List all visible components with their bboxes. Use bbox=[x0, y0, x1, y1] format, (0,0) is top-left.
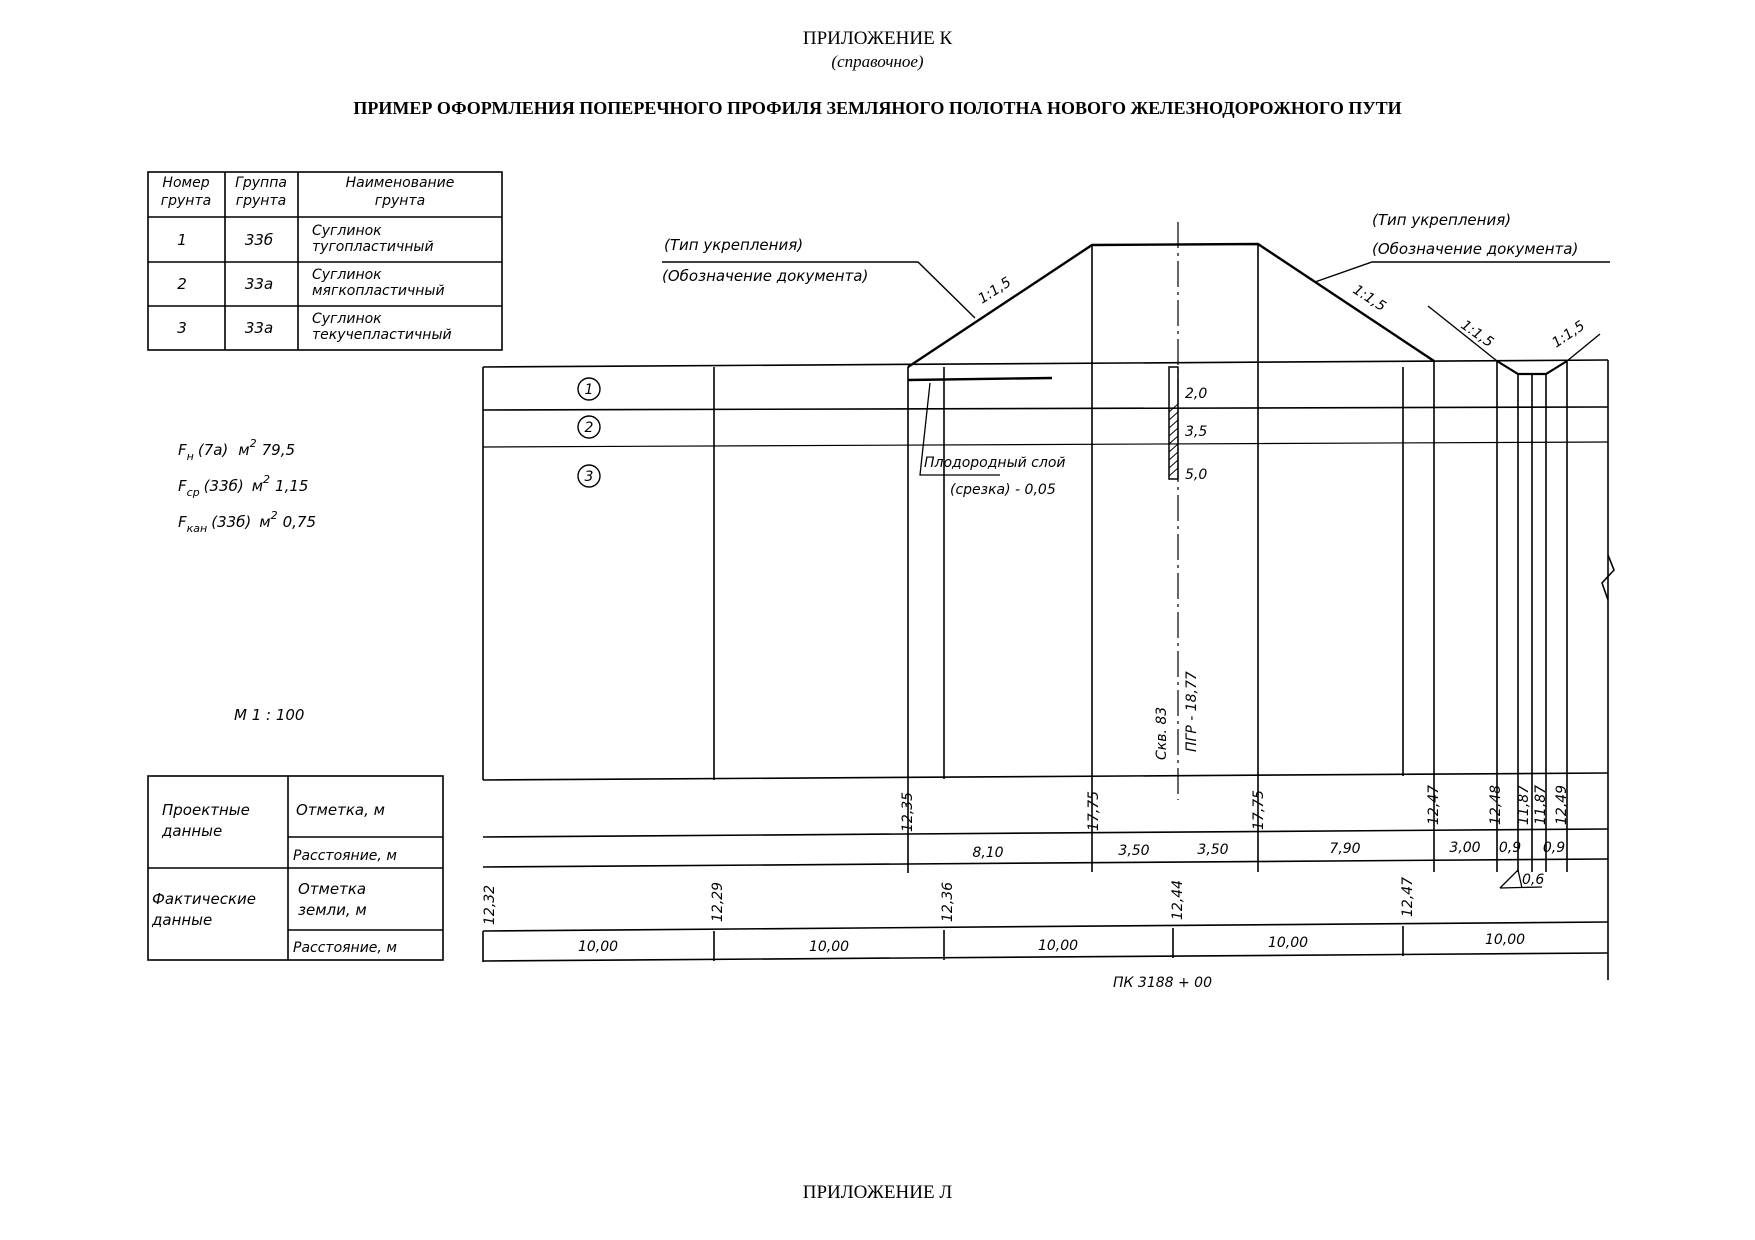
profile-bottom-line bbox=[483, 773, 1608, 780]
design-distance: 3,50 bbox=[1118, 843, 1150, 859]
ground-distance: 10,00 bbox=[808, 939, 850, 955]
ground-distance: 10,00 bbox=[1267, 935, 1309, 951]
depth-3: 5,0 bbox=[1185, 467, 1208, 483]
design-elevation-label: Отметка, м bbox=[296, 801, 385, 819]
actual-data-label-1: Фактические bbox=[152, 890, 257, 908]
appendix-heading: ПРИЛОЖЕНИЕ К bbox=[802, 28, 953, 49]
depth-2: 3,5 bbox=[1185, 424, 1208, 440]
soil-row-2-name-2: мягкопластичный bbox=[312, 283, 445, 299]
design-elevation: 17,75 bbox=[1086, 790, 1102, 831]
soil-row-1-group: 33б bbox=[244, 231, 274, 249]
next-appendix-heading: ПРИЛОЖЕНИЕ Л bbox=[802, 1182, 953, 1203]
ditch-width: 0,6 bbox=[1522, 872, 1545, 888]
row-line bbox=[483, 922, 1608, 931]
design-elevation: 12,49 bbox=[1554, 784, 1570, 825]
slope-left: 1:1,5 bbox=[975, 274, 1015, 308]
soil-header-name-1: Наименование bbox=[345, 175, 455, 191]
actual-elevation-label-2: земли, м bbox=[298, 901, 367, 919]
soil-row-2-num: 2 bbox=[177, 275, 187, 293]
actual-data-label-2: данные bbox=[152, 911, 213, 929]
soil-header-group-1: Группа bbox=[235, 175, 287, 191]
fertile-layer-base bbox=[908, 378, 1052, 380]
ground-distance: 10,00 bbox=[577, 939, 619, 955]
layer-boundary-1 bbox=[483, 407, 1608, 410]
ground-elevation: 12,29 bbox=[710, 881, 726, 922]
area-ditch: $F_{кан}$ (33б) $м^2$ 0,75 bbox=[178, 509, 316, 535]
design-elevation: 12,47 bbox=[1426, 784, 1442, 825]
actual-distance-label: Расстояние, м bbox=[293, 940, 397, 956]
layer-3-number: 3 bbox=[584, 469, 594, 485]
design-elevation: 11,87 bbox=[1516, 784, 1532, 825]
slope-ditch-right: 1:1,5 bbox=[1549, 317, 1588, 352]
row-line bbox=[483, 829, 1608, 837]
design-elevation: 12,35 bbox=[900, 791, 916, 832]
design-distance-label: Расстояние, м bbox=[293, 848, 397, 864]
ground-elevation: 12,47 bbox=[1400, 876, 1416, 917]
ground-distance: 10,00 bbox=[1037, 938, 1079, 954]
design-distance: 7,90 bbox=[1329, 841, 1361, 857]
fertile-layer-label: Плодородный слой bbox=[924, 455, 1066, 471]
design-distance: 8,10 bbox=[972, 845, 1004, 861]
design-elevation: 12,48 bbox=[1488, 784, 1504, 825]
soil-row-2-name-1: Суглинок bbox=[312, 267, 382, 283]
ground-line bbox=[483, 360, 1608, 367]
area-fertile: $F_{ср}$ (33б) $м^2$ 1,15 bbox=[178, 473, 309, 499]
soil-row-3-name-1: Суглинок bbox=[312, 311, 382, 327]
soil-header-name-2: грунта bbox=[374, 193, 426, 209]
slope-right: 1:1,5 bbox=[1349, 281, 1389, 315]
layer-2-number: 2 bbox=[584, 420, 594, 436]
design-distance: 0,9 bbox=[1542, 840, 1566, 856]
page-title: ПРИМЕР ОФОРМЛЕНИЯ ПОПЕРЕЧНОГО ПРОФИЛЯ ЗЕМЛЯНОГО ПОЛОТНА НОВОГО ЖЕЛЕЗНОДОРОЖНОГО ПУТИ bbox=[353, 98, 1402, 118]
design-elevation: 17,75 bbox=[1251, 789, 1267, 830]
actual-elevation-label-1: Отметка bbox=[298, 880, 367, 898]
ditch-width-mark bbox=[1500, 870, 1522, 888]
soil-row-3-name-2: текучепластичный bbox=[312, 327, 452, 343]
appendix-note: (справочное) bbox=[831, 52, 924, 71]
fertile-layer-cut: (срезка) - 0,05 bbox=[950, 482, 1056, 498]
left-reinforcement-doc: (Обозначение документа) bbox=[662, 267, 869, 285]
soil-header-num-1: Номер bbox=[162, 175, 210, 191]
row-line bbox=[483, 953, 1608, 961]
ground-elevation: 12,36 bbox=[940, 881, 956, 922]
scale-label: М 1 : 100 bbox=[234, 706, 305, 724]
soil-header-num-2: грунта bbox=[160, 193, 212, 209]
ground-elevation: 12,44 bbox=[1170, 879, 1186, 920]
design-data-label-2: данные bbox=[162, 822, 223, 840]
left-reinforcement-type: (Тип укрепления) bbox=[664, 236, 804, 254]
soil-row-2-group: 33а bbox=[244, 275, 274, 293]
leader-right bbox=[1315, 262, 1610, 282]
borehole-label: Скв. 83 bbox=[1154, 706, 1170, 760]
design-elevation: 11,87 bbox=[1533, 784, 1549, 825]
ground-distance: 10,00 bbox=[1484, 932, 1526, 948]
design-distance: 3,50 bbox=[1197, 842, 1229, 858]
slope-ditch-left: 1:1,5 bbox=[1457, 317, 1497, 351]
soil-row-3-group: 33а bbox=[244, 319, 274, 337]
design-distance: 0,9 bbox=[1498, 840, 1522, 856]
ground-elevation: 12,32 bbox=[482, 884, 498, 925]
soil-row-3-num: 3 bbox=[177, 319, 187, 337]
soil-row-1-num: 1 bbox=[177, 231, 187, 249]
picket-label: ПК 3188 + 00 bbox=[1113, 975, 1212, 991]
ditch-outline bbox=[1497, 361, 1567, 374]
soil-row-1-name-1: Суглинок bbox=[312, 223, 382, 239]
right-reinforcement-doc: (Обозначение документа) bbox=[1372, 240, 1579, 258]
area-embankment: $F_н$ (7а) $м^2$ 79,5 bbox=[178, 437, 296, 463]
borehole-column bbox=[1169, 367, 1178, 479]
design-distance: 3,00 bbox=[1449, 840, 1481, 856]
design-data-label-1: Проектные bbox=[162, 801, 250, 819]
right-reinforcement-type: (Тип укрепления) bbox=[1372, 211, 1512, 229]
layer-boundary-2 bbox=[483, 442, 1608, 447]
groundwater-label: ПГР - 18,77 bbox=[1184, 671, 1200, 752]
depth-1: 2,0 bbox=[1185, 386, 1208, 402]
row-line bbox=[483, 859, 1608, 867]
soil-row-1-name-2: тугопластичный bbox=[312, 239, 434, 255]
soil-header-group-2: грунта bbox=[235, 193, 287, 209]
layer-1-number: 1 bbox=[584, 382, 594, 398]
